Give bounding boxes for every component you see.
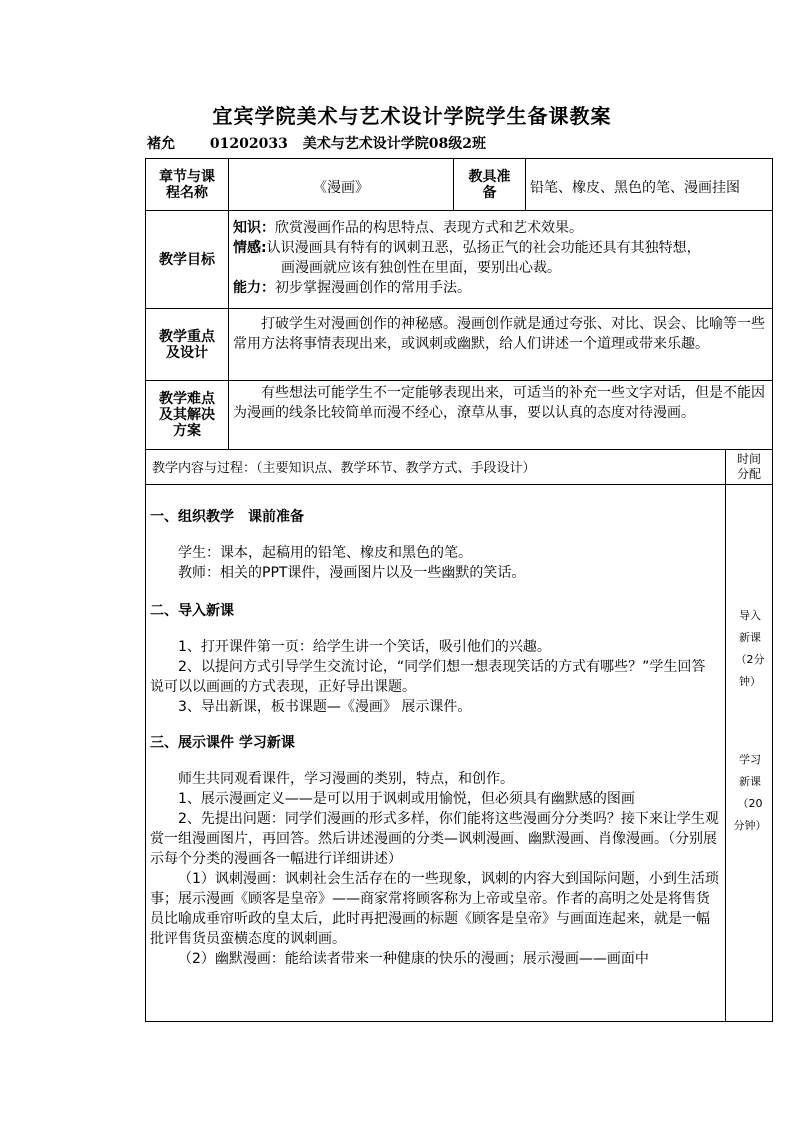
document-title: 宜宾学院美术与艺术设计学院学生备课教案 [212, 104, 612, 128]
emotion-text-1: 认识漫画具有特有的讽刺丑恶，弘扬正气的社会功能还具有其独特想， [266, 240, 701, 256]
s3-line-3: 2、先提出问题：同学们漫画的形式多样，你们能将这些漫画分分类吗？接下来让学生观赏一组漫画图片，再回答。然后讲述漫画的分类—讽刺漫画、幽默漫画、肖像漫画。（分别展示每个分类的漫画各一幅进行详细讲述） [150, 811, 719, 867]
time-note-2 [728, 749, 772, 837]
difficulties-label-text: 教学难点及其解决方案 [159, 391, 215, 439]
difficulties-text: 有些想法可能学生不一定能够表现出来，可适当的补充一些文字对话，但是不能因为漫画的线条比较简单而漫不经心，潦草从事，要以认真的态度对待漫画。 [233, 385, 765, 421]
time-note-2-d: 分钟） [733, 819, 767, 832]
course-name-label-text: 章节与课程名称 [159, 168, 215, 201]
time-note-1-c: （2分 [735, 653, 765, 666]
time-note-1-a: 导入 [739, 609, 761, 622]
key-points-text: 打破学生对漫画创作的神秘感。漫画创作就是通过夸张、对比、误会、比喻等一些常用方法将事情表现出来，或讽刺或幽默，给人们讲述一个道理或带来乐趣。 [233, 316, 765, 352]
course-name-label [145, 158, 229, 211]
difficulties-label [145, 380, 229, 450]
time-note-1 [728, 605, 772, 693]
knowledge-text: 欣赏漫画作品的构思特点、表现方式和艺术效果。 [275, 220, 583, 236]
tools-text: 铅笔、橡皮、黑色的笔、漫画挂图 [530, 180, 740, 196]
knowledge-label: 知识： [233, 220, 275, 236]
s2-line-1: 1、打开课件第一页：给学生讲一个笑话，吸引他们的兴趣。 [178, 639, 551, 655]
emotion-label: 情感: [233, 240, 267, 256]
time-note-1-b: 新课 [739, 631, 761, 644]
teaching-goal-cell [228, 210, 773, 309]
teaching-goal-label [145, 210, 229, 309]
teaching-goal-label-text: 教学目标 [159, 251, 215, 268]
knowledge-line [233, 218, 768, 238]
s2-line-2: 2、以提问方式引导学生交流讨论，“同学们想一想表现笑话的方式有哪些？”学生回答说可以以画画的方式表现，正好导出课题。 [150, 659, 706, 695]
process-body [145, 484, 726, 1022]
course-name: 《漫画》 [313, 180, 369, 196]
ability-line [233, 278, 768, 298]
time-note-2-c: （20 [737, 797, 763, 810]
ability-label: 能力： [233, 280, 275, 296]
time-label-text: 时间分配 [736, 452, 761, 481]
s3-line-5: （2）幽默漫画：能给读者带来一种健康的快乐的漫画；展示漫画——画面中 [178, 951, 649, 967]
student-name: 褚允 [147, 136, 175, 152]
time-note-2-b: 新课 [739, 775, 761, 788]
s3-line-2: 1、展示漫画定义——是可以用于讽刺或用愉悦，但必须具有幽默感的图画 [178, 791, 635, 807]
section-1-heading: 一、组织教学 课前准备 [150, 509, 304, 525]
key-points-label [145, 308, 229, 381]
student-id: 01202033 [209, 136, 288, 152]
emotion-line [233, 238, 768, 258]
student-info [147, 133, 486, 153]
ability-text: 初步掌握漫画创作的常用手法。 [275, 280, 471, 296]
key-points-cell [228, 308, 773, 381]
section-3-heading: 三、展示课件 学习新课 [150, 735, 295, 751]
student-class: 美术与艺术设计学院08级2班 [302, 136, 486, 152]
s1-line-2: 教师：相关的PPT课件，漫画图片以及一些幽默的笑话。 [178, 565, 526, 581]
s1-line-1: 学生：课本，起稿用的铅笔、橡皮和黑色的笔。 [178, 545, 472, 561]
s3-line-1: 师生共同观看课件，学习漫画的类别，特点，和创作。 [178, 771, 514, 787]
tools-cell [525, 158, 773, 211]
emotion-line-2: 画漫画就应该有独创性在里面，要别出心裁。 [281, 260, 561, 276]
time-label [725, 449, 773, 485]
tools-label-text: 教具准备 [468, 168, 511, 201]
time-note-1-d: 钟） [739, 675, 761, 688]
process-heading: 教学内容与过程：（主要知识点、教学环节、教学方式、手段设计） [152, 461, 536, 476]
time-note-2-a: 学习 [739, 753, 761, 766]
key-points-label-text: 教学重点及设计 [159, 328, 215, 361]
section-2-heading: 二、导入新课 [150, 603, 234, 619]
s2-line-3: 3、导出新课，板书课题—《漫画》 展示课件。 [178, 699, 472, 715]
course-name-cell [228, 158, 454, 211]
process-heading-cell [145, 449, 726, 485]
tools-label [453, 158, 526, 211]
difficulties-cell [228, 380, 773, 450]
s3-line-4: （1）讽刺漫画：讽刺社会生活存在的一些现象，讽刺的内容大到国际问题，小到生活琐事；展示漫画《顾客是皇帝》——商家常将顾客称为上帝或皇帝。作者的高明之处是将售货员比喻成垂帘听政的皇太后，此时再把漫画的标题《顾客是皇帝》与画面连起来，就是一幅批评售货员蛮横态度的讽刺画。 [150, 871, 719, 947]
